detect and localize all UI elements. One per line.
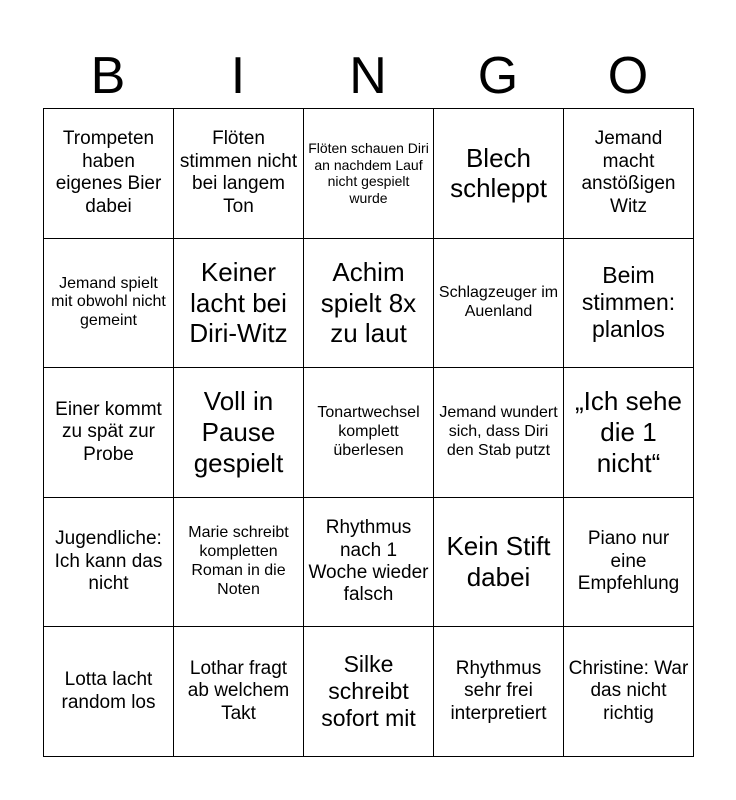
bingo-cell[interactable]: Achim spielt 8x zu laut (304, 238, 434, 368)
bingo-cell[interactable]: Jemand spielt mit obwohl nicht gemeint (44, 238, 174, 368)
header-letter-b: B (90, 47, 126, 105)
bingo-cell[interactable]: Kein Stift dabei (434, 497, 564, 627)
bingo-cell[interactable]: Flöten schauen Diri an nachdem Lauf nicht gespielt wurde (304, 109, 434, 239)
header-letter-n: N (349, 47, 387, 105)
header-letter-i: I (230, 47, 246, 105)
bingo-cell[interactable]: Trompeten haben eigenes Bier dabei (44, 109, 174, 239)
bingo-header (43, 44, 693, 108)
bingo-cell[interactable]: Silke schreibt sofort mit (304, 627, 434, 757)
header-letter-g: G (477, 47, 519, 105)
bingo-cell[interactable]: Blech schleppt (434, 109, 564, 239)
bingo-grid (43, 108, 694, 757)
bingo-cell[interactable]: Flöten stimmen nicht bei langem Ton (174, 109, 304, 239)
grid-row (44, 368, 694, 498)
bingo-cell[interactable]: Beim stimmen: planlos (564, 238, 694, 368)
grid-row (44, 109, 694, 239)
grid-row (44, 497, 694, 627)
bingo-cell[interactable]: Christine: War das nicht richtig (564, 627, 694, 757)
bingo-cell[interactable]: Jemand wundert sich, dass Diri den Stab putzt (434, 368, 564, 498)
bingo-cell[interactable]: Tonartwechsel komplett überlesen (304, 368, 434, 498)
bingo-cell[interactable]: Lothar fragt ab welchem Takt (174, 627, 304, 757)
bingo-cell[interactable]: Rhythmus sehr frei interpretiert (434, 627, 564, 757)
bingo-cell[interactable]: Schlagzeuger im Auenland (434, 238, 564, 368)
grid-row (44, 627, 694, 757)
header-letter-o: O (607, 47, 649, 105)
bingo-cell[interactable]: Voll in Pause gespielt (174, 368, 304, 498)
bingo-cell[interactable]: Keiner lacht bei Diri-Witz (174, 238, 304, 368)
bingo-cell[interactable]: Jemand macht anstößigen Witz (564, 109, 694, 239)
bingo-cell[interactable]: Piano nur eine Empfehlung (564, 497, 694, 627)
bingo-cell[interactable]: Lotta lacht random los (44, 627, 174, 757)
grid-row (44, 238, 694, 368)
bingo-cell[interactable]: Marie schreibt kompletten Roman in die Noten (174, 497, 304, 627)
bingo-cell[interactable]: Einer kommt zu spät zur Probe (44, 368, 174, 498)
bingo-cell[interactable]: Jugendliche: Ich kann das nicht (44, 497, 174, 627)
bingo-cell[interactable]: „Ich sehe die 1 nicht“ (564, 368, 694, 498)
bingo-cell[interactable]: Rhythmus nach 1 Woche wieder falsch (304, 497, 434, 627)
